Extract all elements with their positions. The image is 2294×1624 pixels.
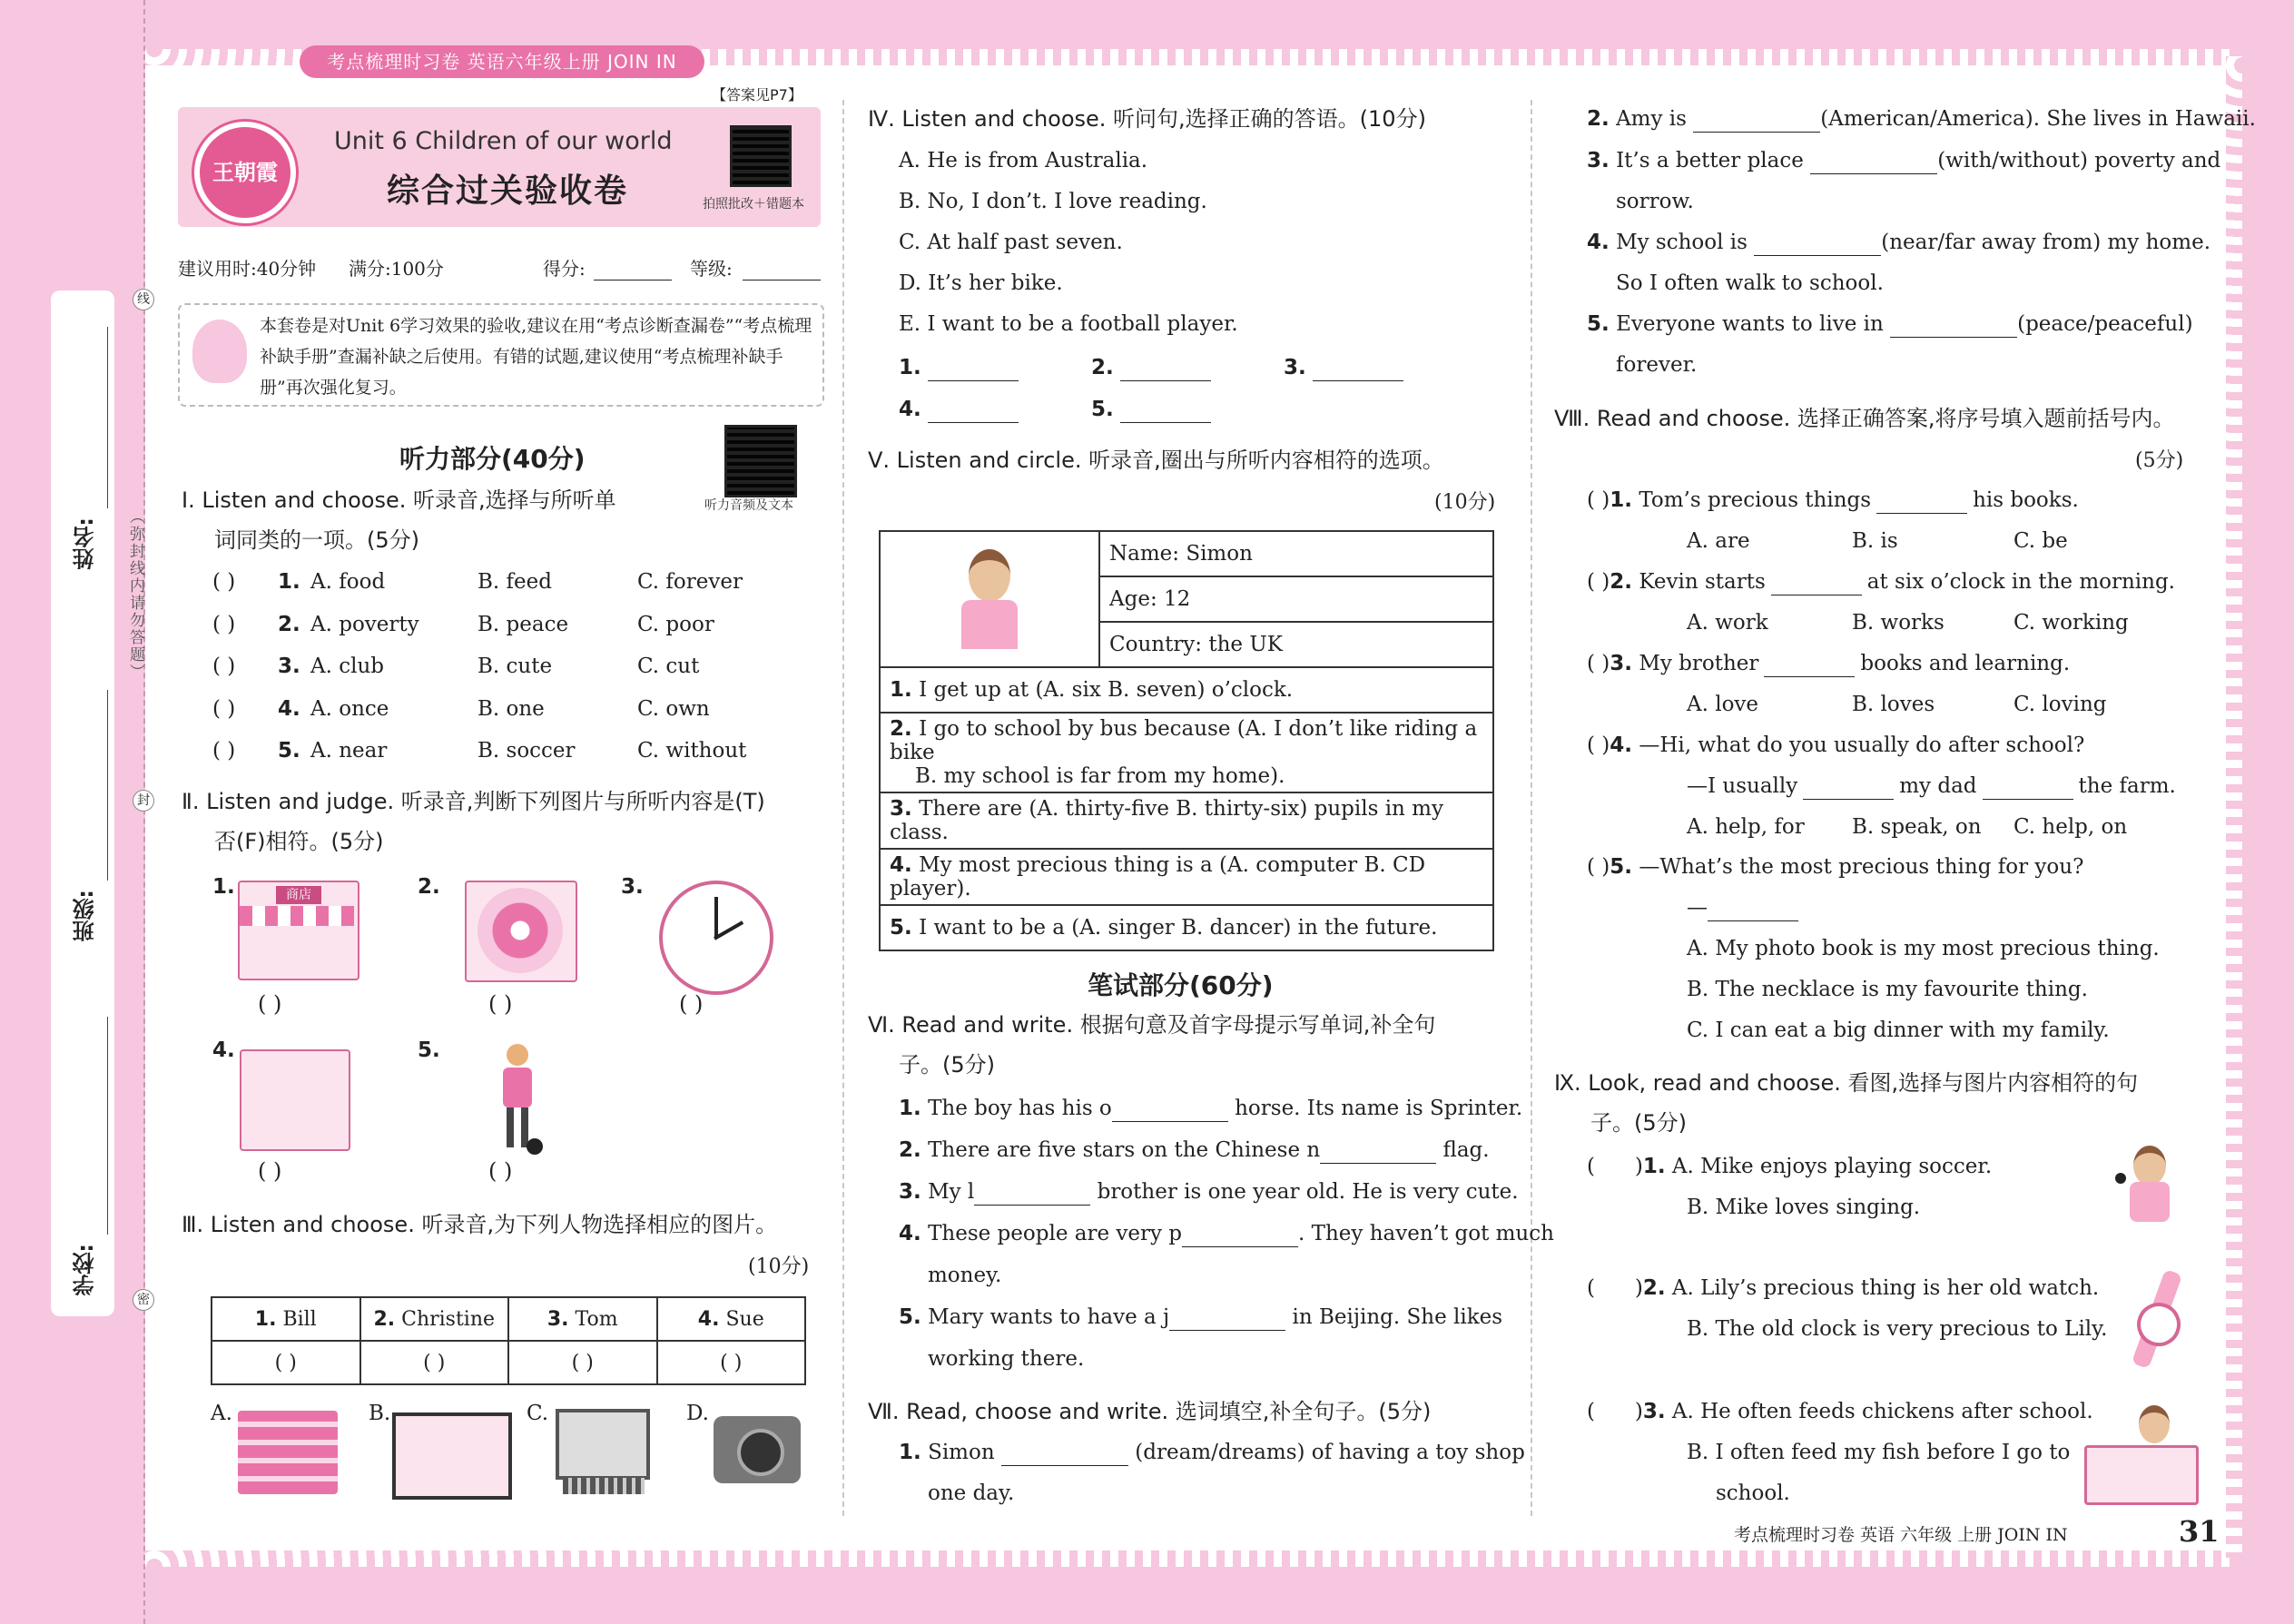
s3-answer-cell[interactable]: ( ) <box>657 1341 806 1384</box>
s6-blank[interactable] <box>1320 1141 1436 1164</box>
s5-table <box>879 530 1494 951</box>
seal-note: （弥封线内请勿答题） <box>126 508 144 681</box>
s6-blank[interactable] <box>1112 1099 1228 1122</box>
s1-option-a: A. poverty <box>310 612 419 636</box>
s6-item-post: . They haven’t got much <box>1298 1222 1554 1245</box>
s6-item: 2. There are five stars on the Chinese n flag. <box>899 1138 1490 1162</box>
answer-reference: 【答案见P7】 <box>712 86 802 103</box>
s8-blank[interactable] <box>1764 655 1855 677</box>
s4-opt-c: C. At half past seven. <box>899 231 1123 254</box>
shop-sign: 商店 <box>276 886 321 904</box>
s1-option-c: C. cut <box>637 655 700 678</box>
s4-answer-4: 4. <box>899 396 1019 423</box>
s6-item-pre: Mary wants to have a j <box>928 1305 1170 1329</box>
s2-answer-1[interactable]: ( ) <box>258 991 282 1017</box>
s6-item-pre: These people are very p <box>928 1222 1182 1245</box>
s9-item-1-b: B. Mike loves singing. <box>1687 1196 1921 1219</box>
s8-answer-paren[interactable]: ( ) <box>1587 488 1610 512</box>
s8-option-b: B. speak, on <box>1852 815 1982 839</box>
s4-answer-5: 5. <box>1091 396 1211 423</box>
s1-item-number: 4. <box>278 696 300 721</box>
grade-label: 等级: <box>690 258 733 280</box>
s6-item-post: brother is one year old. He is very cute. <box>1090 1180 1519 1204</box>
s8-option-a: A. love <box>1687 693 1759 716</box>
s8-item-number: 3. <box>1610 652 1633 675</box>
s4-answer-2: 2. <box>1091 354 1211 381</box>
shop-picture <box>238 881 359 980</box>
s6-blank[interactable] <box>1169 1308 1285 1331</box>
s8-item <box>1587 853 2083 881</box>
s3-name-cell-1: 1. Bill <box>212 1297 360 1341</box>
s1-option-a: A. once <box>310 696 389 721</box>
s3-opt-b: B. <box>369 1402 391 1425</box>
s7-item-1-cont: one day. <box>928 1481 1015 1505</box>
s9-title-line2: 子。(5分) <box>1590 1110 1687 1136</box>
s3-name-table <box>211 1296 806 1385</box>
s5-row-2: 2. I go to school by bus because (A. I don’t like riding a bike B. my school is far from my home). <box>880 713 1493 792</box>
s8-title: Ⅷ. Read and choose. 选择正确答案,将序号填入题前括号内。 <box>1554 406 2175 431</box>
feeding-fish-picture <box>2084 1405 2197 1505</box>
cut-mark-secret: 密 <box>133 1289 154 1311</box>
s4-title: Ⅳ. Listen and choose. 听问句,选择正确的答语。(10分) <box>868 106 1426 132</box>
s7-item-1: 1. Simon (dream/dreams) of having a toy shop <box>899 1441 1525 1464</box>
s7-item-5-cont: forever. <box>1616 353 1698 377</box>
s3-answer-cell[interactable]: ( ) <box>360 1341 509 1384</box>
s6-item-pre: There are five stars on the Chinese n <box>928 1138 1321 1162</box>
s8-item-number: 5. <box>1610 855 1633 879</box>
page-number: 31 <box>2179 1514 2220 1549</box>
s8-item <box>1587 568 2175 595</box>
cut-mark-line: 线 <box>133 289 154 310</box>
s6-blank[interactable] <box>1182 1225 1298 1247</box>
s2-num-5: 5. <box>418 1038 440 1062</box>
s1-option-b: B. feed <box>478 570 552 594</box>
s6-item-post: in Beijing. She likes <box>1285 1305 1503 1329</box>
s7-item-2: 2. Amy is (American/America). She lives in Hawaii. <box>1587 107 2256 131</box>
s3-answer-cell[interactable]: ( ) <box>212 1341 360 1384</box>
time-label: 建议用时:40分钟 <box>178 258 317 280</box>
s8-item-number: 1. <box>1610 488 1633 512</box>
s4-opt-d: D. It’s her bike. <box>899 271 1063 295</box>
s6-item-pre: The boy has his o <box>928 1097 1112 1120</box>
cut-line <box>143 0 145 1624</box>
wavy-border-bottom <box>145 1550 2233 1567</box>
s3-title: Ⅲ. Listen and choose. 听录音,为下列人物选择相应的图片。 <box>182 1212 778 1237</box>
s5-info-name: Name: Simon <box>1099 531 1493 576</box>
s5-row-5: 5. I want to be a (A. singer B. dancer) in the future. <box>880 905 1493 950</box>
s3-opt-a: A. <box>211 1402 232 1425</box>
clock-icon <box>659 881 773 995</box>
s3-score: (10分) <box>748 1255 810 1278</box>
s5-score: (10分) <box>1434 491 1496 514</box>
soccer-ball-icon <box>527 1138 543 1155</box>
s8-answer-paren[interactable]: ( ) <box>1587 652 1610 675</box>
s8-item-number: 4. <box>1610 733 1633 757</box>
s2-answer-4[interactable]: ( ) <box>258 1158 282 1184</box>
computer-icon <box>556 1409 650 1480</box>
s8-dash-line: — <box>1687 894 1798 921</box>
school-label: 学校: <box>73 1244 98 1296</box>
s6-item: 4. These people are very p . They haven’t got much <box>899 1222 1554 1245</box>
s3-opt-d: D. <box>686 1402 709 1425</box>
s8-item-number: 2. <box>1610 570 1633 594</box>
s2-num-4: 4. <box>212 1038 235 1062</box>
tip-box <box>178 303 824 407</box>
listening-section-title: 听力部分(40分) <box>399 444 586 474</box>
listening-qr-icon[interactable] <box>724 425 797 497</box>
s5-info-country: Country: the UK <box>1099 622 1493 667</box>
s1-option-a: A. near <box>310 739 388 763</box>
s5-info-age: Age: 12 <box>1099 576 1493 622</box>
footer-text: 考点梳理时习卷 英语 六年级 上册 JOIN IN <box>1734 1525 2068 1545</box>
s8-option-a: A. help, for <box>1687 815 1805 839</box>
fish-tank-icon <box>2084 1445 2199 1505</box>
written-section-title: 笔试部分(60分) <box>1088 970 1274 1000</box>
wavy-border-right <box>2226 56 2242 1558</box>
s1-option-a: A. food <box>310 570 386 594</box>
s8-question: —What’s the most precious thing for you? <box>1639 855 2084 879</box>
s9-title-line1: Ⅸ. Look, read and choose. 看图,选择与图片内容相符的句 <box>1554 1070 2139 1096</box>
s1-option-c: C. own <box>637 696 710 721</box>
s8-option-b: B. works <box>1852 611 1944 635</box>
s5-row-4: 4. My most precious thing is a (A. computer B. CD player). <box>880 849 1493 905</box>
s2-title-line1: Ⅱ. Listen and judge. 听录音,判断下列图片与所听内容是(T) <box>182 789 765 814</box>
listening-qr-caption: 听力音频及文本 <box>704 498 793 513</box>
s6-item-cont: money. <box>928 1264 1002 1287</box>
s3-name-cell-2: 2. Christine <box>360 1297 509 1341</box>
s8-item <box>1587 650 2070 677</box>
s8-question-tail: his books. <box>1973 488 2079 512</box>
soccer-boy-picture <box>496 1044 541 1156</box>
school-line[interactable] <box>107 1017 108 1235</box>
s7-item-3-cont: sorrow. <box>1616 190 1694 213</box>
s2-answer-3[interactable]: ( ) <box>679 991 704 1017</box>
s4-opt-b: B. No, I don’t. I love reading. <box>899 190 1207 213</box>
s8-dialog-line: —I usually my dad the farm. <box>1687 774 2176 798</box>
class-label: 班级: <box>73 890 98 942</box>
s8-blank[interactable] <box>1771 573 1862 595</box>
s8-answer-paren[interactable]: ( ) <box>1587 733 1610 757</box>
s6-item-post: horse. Its name is Sprinter. <box>1227 1097 1523 1120</box>
keyboard-icon <box>563 1478 645 1494</box>
s1-option-b: B. one <box>478 696 545 721</box>
camera-icon <box>714 1416 801 1483</box>
s8-option-c: C. be <box>2013 529 2068 553</box>
s1-answer-paren[interactable]: ( ) <box>212 612 236 636</box>
s7-item-3: 3. It’s a better place (with/without) poverty and <box>1587 149 2221 172</box>
s8-answer-paren[interactable]: ( ) <box>1587 855 1610 879</box>
brand-logo: 王朝霞 <box>194 122 296 223</box>
s2-answer-2[interactable]: ( ) <box>488 991 513 1017</box>
s8-blank[interactable] <box>1876 491 1967 514</box>
student-info-sidebar <box>51 290 114 1316</box>
s4-answer-3: 3. <box>1284 354 1403 381</box>
s6-item-post: flag. <box>1436 1138 1490 1162</box>
cut-mark-seal: 封 <box>133 790 154 812</box>
s6-blank[interactable] <box>974 1183 1090 1206</box>
s7-title: Ⅶ. Read, choose and write. 选词填空,补全句子。(5分) <box>868 1399 1432 1424</box>
name-line[interactable] <box>107 327 108 508</box>
s8-answer-paren[interactable]: ( ) <box>1587 570 1610 594</box>
s9-item-3: ( )3. A. He often feeds chickens after school. <box>1587 1400 2093 1423</box>
s8-question-tail: books and learning. <box>1860 652 2071 675</box>
s9-item-2: ( )2. A. Lily’s precious thing is her old watch. <box>1587 1276 2100 1300</box>
s9-item-2-b: B. The old clock is very precious to Lily. <box>1687 1317 2108 1341</box>
s8-item <box>1587 732 2084 759</box>
s1-answer-paren[interactable]: ( ) <box>212 570 236 594</box>
s1-option-a: A. club <box>310 655 385 678</box>
s1-answer-paren[interactable]: ( ) <box>212 696 236 721</box>
s8-option-b: B. is <box>1852 529 1898 553</box>
s8-option: A. My photo book is my most precious thing. <box>1687 937 2160 960</box>
s8-question: —Hi, what do you usually do after school? <box>1639 733 2085 757</box>
full-score-label: 满分:100分 <box>349 258 444 280</box>
s8-option-a: A. are <box>1687 529 1750 553</box>
exam-title: 综合过关验收卷 <box>387 172 629 210</box>
grade-blank[interactable] <box>743 258 821 281</box>
s7-item-4-cont: So I often walk to school. <box>1616 271 1884 295</box>
s8-option-c: C. help, on <box>2013 815 2128 839</box>
s2-num-1: 1. <box>212 875 235 899</box>
s2-num-3: 3. <box>621 875 644 899</box>
s1-item-number: 1. <box>278 570 300 594</box>
s1-title-line2: 词同类的一项。(5分) <box>214 527 419 553</box>
class-line[interactable] <box>107 690 108 881</box>
exam-header <box>178 107 821 227</box>
s1-answer-paren[interactable]: ( ) <box>212 739 236 763</box>
s8-option-b: B. loves <box>1852 693 1935 716</box>
s2-title-line2: 否(F)相符。(5分) <box>214 829 384 854</box>
cd-icon <box>478 888 563 973</box>
s6-item: 3. My l brother is one year old. He is very cute. <box>899 1180 1519 1204</box>
s8-question: Tom’s precious things <box>1639 488 1872 512</box>
series-banner: 考点梳理时习卷 英语六年级上册 JOIN IN <box>300 45 704 78</box>
s8-option-a: A. work <box>1687 611 1768 635</box>
microphone-icon <box>2115 1173 2126 1184</box>
s3-opt-c: C. <box>527 1402 549 1425</box>
tip-text: 本套卷是对Unit 6学习效果的验收,建议在用“考点诊断查漏卷”“考点梳理补缺手册”查漏补缺之后使用。有错的试题,建议使用“考点梳理补缺手册”再次强化复习。 <box>260 316 812 398</box>
books-icon <box>238 1411 338 1494</box>
girl-avatar-icon <box>192 320 247 383</box>
s9-item-3-b: B. I often feed my fish before I go to <box>1687 1441 2071 1464</box>
s4-opt-e: E. I want to be a football player. <box>899 312 1238 336</box>
s7-item-4: 4. My school is (near/far away from) my home. <box>1587 231 2211 254</box>
s6-item: 5. Mary wants to have a j in Beijing. She likes <box>899 1305 1503 1329</box>
s8-option: B. The necklace is my favourite thing. <box>1687 978 2088 1001</box>
s6-title-line1: Ⅵ. Read and write. 根据句意及首字母提示写单词,补全句 <box>868 1012 1436 1038</box>
s7-item-5: 5. Everyone wants to live in (peace/peaceful) <box>1587 312 2193 336</box>
great-wall-picture <box>240 1049 350 1151</box>
singing-boy-picture <box>2121 1146 2179 1245</box>
s2-num-2: 2. <box>418 875 440 899</box>
score-label: 得分: <box>543 258 586 280</box>
s1-item-number: 2. <box>278 612 300 636</box>
s8-question: Kevin starts <box>1639 570 1766 594</box>
score-blank[interactable] <box>594 258 672 281</box>
column-separator <box>842 100 844 1516</box>
s8-item <box>1587 487 2079 514</box>
awning-icon <box>240 906 354 926</box>
s8-score: (5分) <box>2135 449 2184 472</box>
s8-option-c: C. loving <box>2013 693 2107 716</box>
s1-option-c: C. without <box>637 739 747 763</box>
s4-opt-a: A. He is from Australia. <box>899 149 1148 172</box>
s6-item-cont: working there. <box>928 1347 1085 1371</box>
s4-answer-1: 1. <box>899 354 1019 381</box>
unit-title: Unit 6 Children of our world <box>334 127 673 155</box>
s9-item-3-c: school. <box>1716 1481 1790 1505</box>
s9-item-1: ( )1. A. Mike enjoys playing soccer. <box>1587 1155 1993 1178</box>
s2-answer-5[interactable]: ( ) <box>488 1158 513 1184</box>
s1-option-b: B. peace <box>478 612 569 636</box>
name-label: 姓名: <box>73 517 98 570</box>
tv-icon <box>392 1412 512 1500</box>
column-separator <box>1531 100 1532 1516</box>
s6-title-line2: 子。(5分) <box>899 1052 995 1078</box>
s1-option-b: B. cute <box>478 655 553 678</box>
s5-title: Ⅴ. Listen and circle. 听录音,圈出与所听内容相符的选项。 <box>868 448 1444 473</box>
simon-picture-cell <box>880 531 1099 667</box>
s3-name-cell-3: 3. Tom <box>508 1297 657 1341</box>
s3-name-cell-4: 4. Sue <box>657 1297 806 1341</box>
qr-code-icon[interactable] <box>730 125 792 187</box>
s1-title-line1: Ⅰ. Listen and choose. 听录音,选择与所听单 <box>182 487 616 513</box>
s6-item-pre: My l <box>928 1180 975 1204</box>
s5-row-3: 3. There are (A. thirty-five B. thirty-six) pupils in my class. <box>880 792 1493 849</box>
cd-picture <box>465 881 577 982</box>
qr-caption: 拍照批改＋错题本 <box>703 197 804 212</box>
s8-option: C. I can eat a big dinner with my family. <box>1687 1019 2110 1042</box>
s8-option-c: C. working <box>2013 611 2129 635</box>
s6-item: 1. The boy has his o horse. Its name is Sprinter. <box>899 1097 1523 1120</box>
s1-item-number: 3. <box>278 655 300 678</box>
s1-option-b: B. soccer <box>478 739 576 763</box>
s8-question: My brother <box>1639 652 1759 675</box>
s1-item-number: 5. <box>278 739 300 763</box>
s1-answer-paren[interactable]: ( ) <box>212 655 236 678</box>
s5-row-1: 1. I get up at (A. six B. seven) o’clock. <box>880 667 1493 713</box>
s8-question-tail: at six o’clock in the morning. <box>1866 570 2175 594</box>
s3-answer-cell[interactable]: ( ) <box>508 1341 657 1384</box>
s1-option-c: C. forever <box>637 570 743 594</box>
s1-option-c: C. poor <box>637 612 714 636</box>
simon-icon <box>958 549 1021 649</box>
